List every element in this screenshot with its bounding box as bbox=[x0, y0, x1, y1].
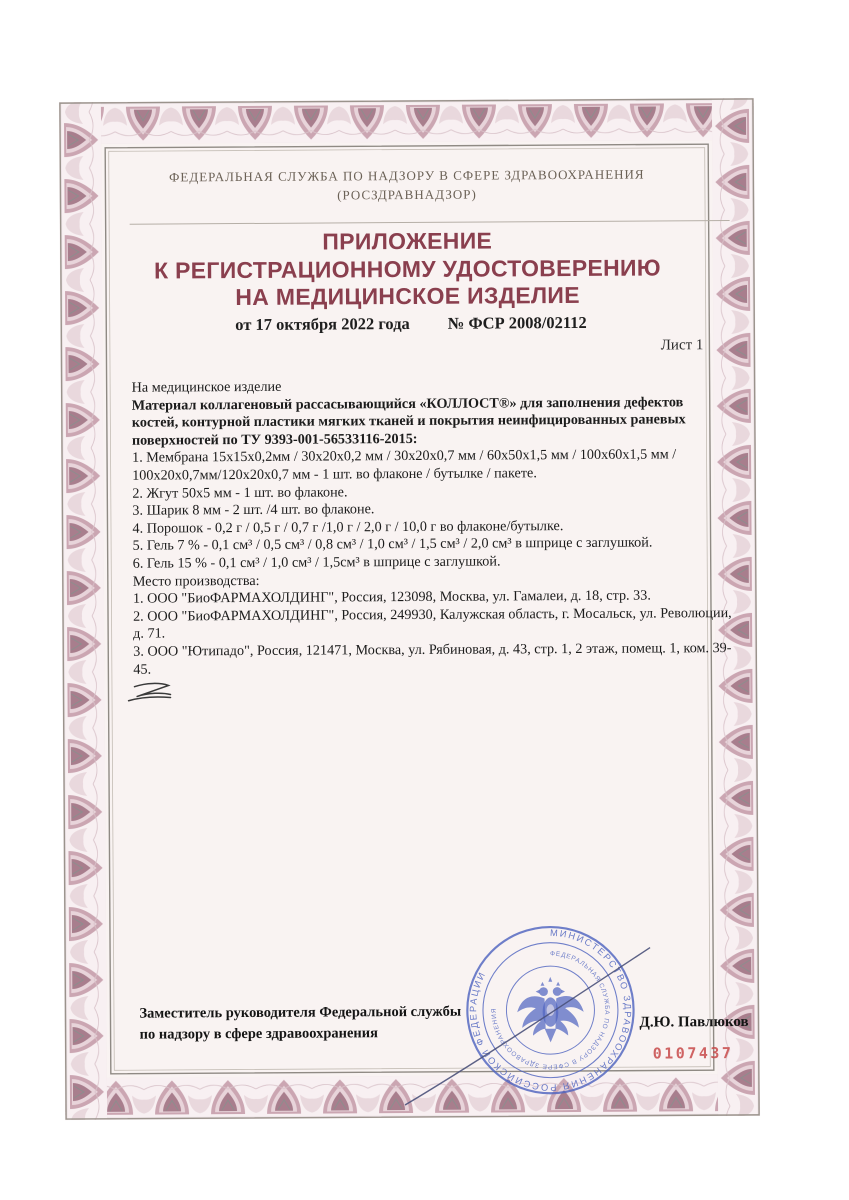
stamp-inner-text: ФЕДЕРАЛЬНАЯ СЛУЖБА ПО НАДЗОРУ В СФЕРЕ ЗДРАВООХРАНЕНИЯ bbox=[490, 950, 611, 1070]
signer-position-line-1: Заместитель руководителя Федеральной службы bbox=[139, 1003, 462, 1022]
handwritten-paraph bbox=[126, 679, 178, 707]
product-name: Материал коллагеновый рассасывающийся «КОЛЛОСТ®» для заполнения дефектов костей, контурной пластики мягких тканей и покрытия неинфицированных раневых поверхностей по ТУ 9393-001-56533116-2015: bbox=[131, 393, 686, 449]
intro-line: На медицинское изделие bbox=[131, 378, 282, 396]
form-serial-number: 0107437 bbox=[652, 1044, 734, 1063]
date-number-row bbox=[235, 313, 587, 335]
body-text bbox=[132, 376, 735, 679]
product-item: 3. Шарик 8 мм - 2 шт. /4 шт. во флаконе. bbox=[132, 501, 375, 519]
production-site: 2. ООО "БиоФАРМАХОЛДИНГ", Россия, 249930, Калужская область, г. Мосальск, ул. Революции, д. 71. bbox=[132, 604, 732, 643]
title-line-2: К РЕГИСТРАЦИОННОМУ УДОСТОВЕРЕНИЮ bbox=[153, 253, 661, 284]
issuer-header bbox=[59, 164, 754, 206]
registration-number: № ФСР 2008/02112 bbox=[447, 312, 587, 333]
signature-stroke bbox=[402, 942, 655, 1114]
issuer-name: ФЕДЕРАЛЬНАЯ СЛУЖБА ПО НАДЗОРУ В СФЕРЕ ЗДРАВООХРАНЕНИЯ bbox=[169, 166, 645, 185]
production-heading: Место производства: bbox=[132, 572, 260, 590]
signer-name: Д.Ю. Павлюков bbox=[639, 1013, 749, 1031]
issue-date: от 17 октября 2022 года bbox=[235, 313, 410, 335]
title-line-3: НА МЕДИЦИНСКОЕ ИЗДЕЛИЕ bbox=[235, 281, 580, 311]
title-line-1: ПРИЛОЖЕНИЕ bbox=[322, 227, 493, 255]
sheet-number: Лист 1 bbox=[660, 337, 704, 354]
certificate-page bbox=[59, 98, 760, 1120]
document-title bbox=[60, 226, 755, 313]
product-item: 5. Гель 7 % - 0,1 см³ / 0,5 см³ / 0,8 см³ / 1,0 см³ / 1,5 см³ / 2,0 см³ в шприце с заглушкой. bbox=[132, 534, 653, 555]
product-item: 4. Порошок - 0,2 г / 0,5 г / 0,7 г /1,0 г / 2,0 г / 10,0 г во флаконе/бутылке. bbox=[132, 517, 564, 537]
product-item: 1. Мембрана 15х15х0,2мм / 30х20х0,2 мм / 30х20х0,7 мм / 60х50х1,5 мм / 100х60х1,5 мм / 100х20х0,7мм/120х20х0,7 мм - 1 шт. во флаконе / бутылке / пакете. bbox=[132, 446, 677, 484]
production-site: 3. ООО "Ютипадо", Россия, 121471, Москва, ул. Рябиновая, д. 43, стр. 1, 2 этаж, помещ. 1, ком. 39-45. bbox=[133, 639, 732, 678]
product-item: 2. Жгут 50х5 мм - 1 шт. во флаконе. bbox=[132, 483, 348, 502]
production-site: 1. ООО "БиоФАРМАХОЛДИНГ", Россия, 123098, Москва, ул. Гамалеи, д. 18, стр. 33. bbox=[132, 587, 651, 607]
signer-position-line-2: по надзору в сфере здравоохранения bbox=[139, 1025, 379, 1043]
stamp-outer-text: МИНИСТЕРСТВО ЗДРАВООХРАНЕНИЯ РОССИЙСКОЙ ФЕДЕРАЦИИ bbox=[468, 927, 633, 1093]
product-item: 6. Гель 15 % - 0,1 см³ / 1,0 см³ / 1,5см³ в шприце с заглушкой. bbox=[132, 553, 501, 572]
issuer-abbreviation: (РОСЗДРАВНАДЗОР) bbox=[337, 186, 477, 203]
